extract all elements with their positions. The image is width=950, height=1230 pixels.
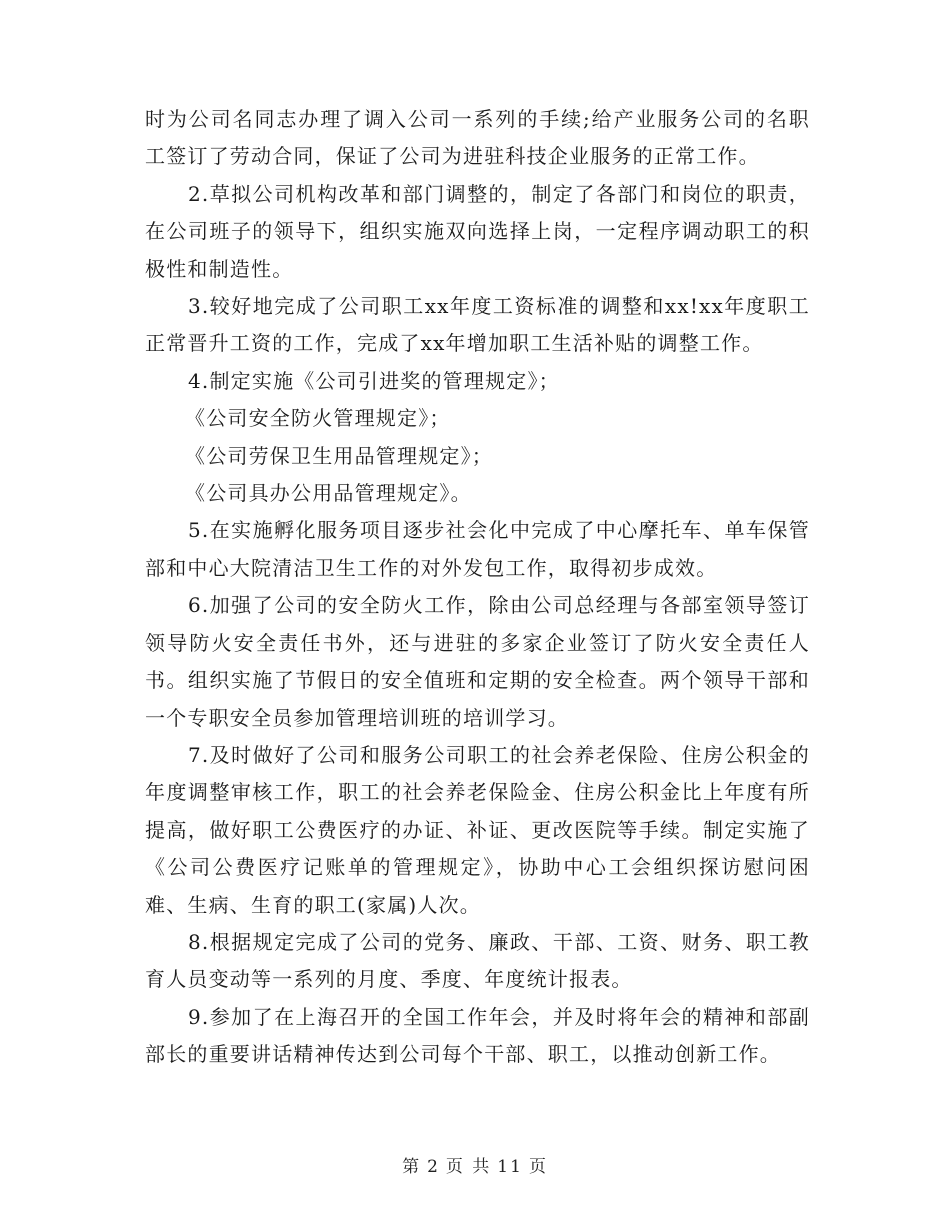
page-footer [0,1152,950,1177]
paragraph-continuation: 时为公司名同志办理了调入公司一系列的手续;给产业服务公司的名职工签订了劳动合同，保证了公司为进驻科技企业服务的正常工作。 [145,107,810,169]
paragraph-item-5: 5.在实施孵化服务项目逐步社会化中完成了中心摩托车、单车保管部和中心大院清洁卫生工作的对外发包工作，取得初步成效。 [145,518,810,580]
paragraph-item-4: 4.制定实施《公司引进奖的管理规定》； [188,368,560,393]
footer-prefix: 第 [402,1157,422,1177]
footer-suffix: 页 [528,1157,548,1177]
regulation-fire-safety: 《公司安全防火管理规定》； [185,406,451,431]
footer-middle: 页 共 [445,1157,492,1177]
paragraph-item-3: 3.较好地完成了公司职工xx年度工资标准的调整和xx!xx年度职工正常晋升工资的工作，完成了xx年增加职工生活补贴的调整工作。 [145,294,810,356]
regulation-labor-protection: 《公司劳保卫生用品管理规定》； [185,443,493,468]
regulations-list [145,363,810,513]
paragraph-item-2: 2.草拟公司机构改革和部门调整的，制定了各部门和岗位的职责，在公司班子的领导下，组织实施双向选择上岗，一定程序调动职工的积极性和制造性。 [145,181,810,281]
paragraph-item-6: 6.加强了公司的安全防火工作，除由公司总经理与各部室领导签订领导防火安全责任书外，还与进驻的多家企业签订了防火安全责任人书。组织实施了节假日的安全值班和定期的安全检查。两个领导干部和一个专职安全员参加管理培训班的培训学习。 [145,593,810,730]
footer-total-pages: 11 [497,1157,523,1177]
paragraph-item-9: 9.参加了在上海召开的全国工作年会，并及时将年会的精神和部副部长的重要讲话精神传达到公司每个干部、职工，以推动创新工作。 [145,1004,810,1067]
paragraph-item-7: 7.及时做好了公司和服务公司职工的社会养老保险、住房公积金的年度调整审核工作，职工的社会养老保险金、住房公积金比上年度有所提高，做好职工公费医疗的办证、补证、更改医院等手续。制定实施了《公司公费医疗记账单的管理规定》，协助中心工会组织探访慰问困难、生病、生育的职工(家属)人次。 [145,742,810,917]
document-body [145,101,810,1074]
footer-page-number: 2 [427,1157,440,1177]
paragraph-item-8: 8.根据规定完成了公司的党务、廉政、干部、工资、财务、职工教育人员变动等一系列的月度、季度、年度统计报表。 [145,929,810,992]
regulation-office-supplies: 《公司具办公用品管理规定》。 [185,481,472,506]
